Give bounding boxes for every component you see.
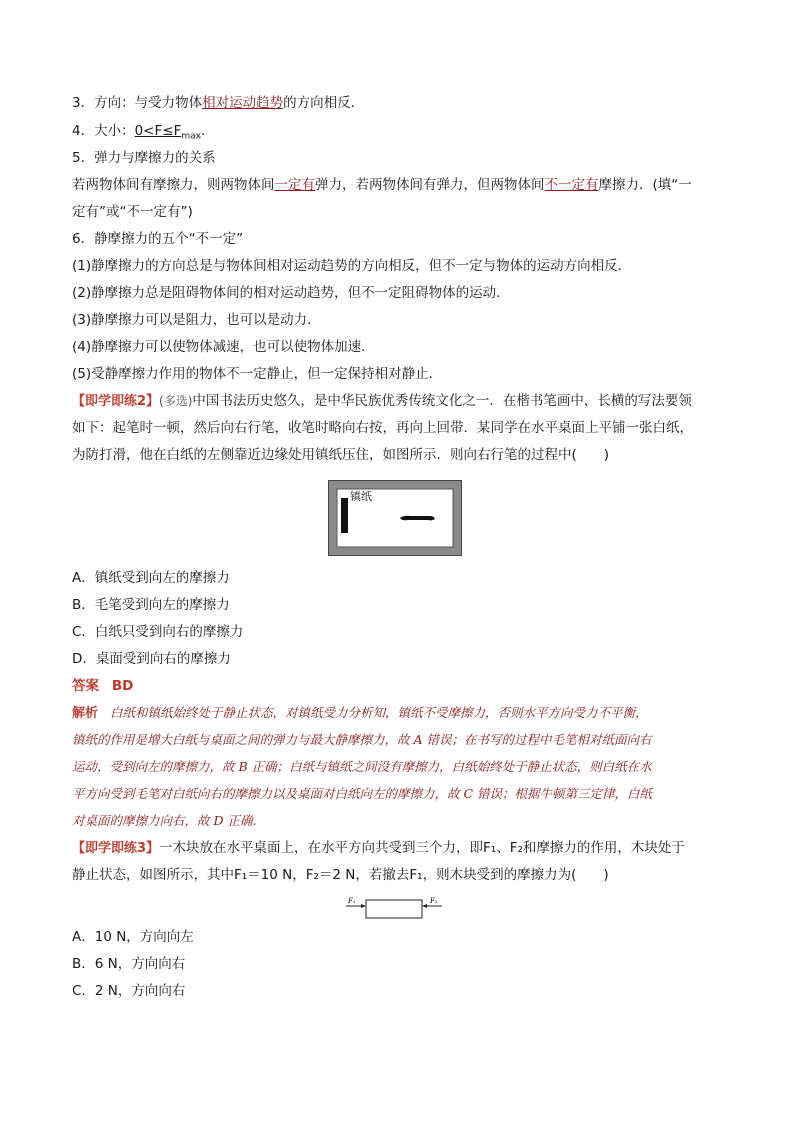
practice2-option-b: B．毛笔受到向左的摩擦力	[72, 597, 230, 613]
paperweight-bar	[341, 498, 348, 533]
section6-item-1: (1)静摩擦力的方向总是与物体间相对运动趋势的方向相反，但不一定与物体的运动方向相反．	[72, 258, 632, 274]
section6-item-3: (3)静摩擦力可以是阻力，也可以是动力．	[72, 312, 321, 328]
practice2-option-d: D．桌面受到向右的摩擦力	[72, 651, 231, 667]
answer-value: BD	[111, 678, 134, 694]
practice2-option-a: A．镇纸受到向左的摩擦力	[72, 570, 230, 586]
practice3-option-b: B．6 N，方向向右	[72, 956, 186, 972]
practice3-option-c: C．2 N，方向向右	[72, 983, 186, 999]
section4-suffix: .	[200, 123, 206, 139]
analysis-line-3: 运动，受到向左的摩擦力，故 B 正确；白纸与镇纸之间没有摩擦力，白纸始终处于静止状态，则白纸在水	[72, 759, 652, 774]
practice3-option-a: A．10 N，方向向左	[72, 929, 194, 945]
s5-blank2: 不一定有	[544, 177, 599, 193]
f1-label: F₁	[348, 897, 356, 905]
f2-label: F₂	[430, 897, 438, 905]
section5-heading: 5．弹力与摩擦力的关系	[72, 150, 216, 166]
practice3-line2: 静止状态，如图所示，其中F₁＝10 N，F₂＝2 N，若撤去F₁，则木块受到的摩擦力为( )	[72, 867, 609, 883]
practice2-line3: 为防打滑，他在白纸的左侧靠近边缘处用镇纸压住，如图所示．则向右行笔的过程中( )	[72, 447, 610, 463]
analysis-text-1: 白纸和镇纸始终处于静止状态，对镇纸受力分析知，镇纸不受摩擦力，否则水平方向受力不平衡，	[109, 705, 648, 720]
practice2-line1	[72, 391, 692, 412]
practice3-tag: 【即学即练3】	[72, 841, 160, 856]
practice2-tag: 【即学即练2】	[72, 394, 160, 409]
paperweight-figure	[328, 480, 462, 556]
f1-arrowhead	[361, 904, 366, 908]
block-forces-figure	[344, 895, 444, 921]
analysis-line-4: 平方向受到毛笔对白纸向右的摩擦力以及桌面对白纸向左的摩擦力，故 C 错误；根据牛顿第三定律，白纸	[72, 786, 653, 801]
practice3-text-1: 一木块放在水平桌面上，在水平方向共受到三个力，即F₁、F₂和摩擦力的作用，木块处于	[159, 840, 685, 856]
section6-item-4: (4)静摩擦力可以使物体减速，也可以使物体加速．	[72, 339, 375, 355]
s5-text-a: 若两物体间有摩擦力，则两物体间	[72, 177, 275, 193]
answer-label: 答案	[72, 678, 99, 694]
section5-line2: 定有”或“不一定有”)	[72, 204, 193, 220]
section6-item-2: (2)静摩擦力总是阻碍物体间的相对运动趋势，但不一定阻碍物体的运动．	[72, 285, 510, 301]
s5-text-b: 弹力，若两物体间有弹力，但两物体间	[315, 177, 545, 193]
f2-arrowhead	[422, 904, 427, 908]
analysis-label: 解析	[72, 706, 99, 721]
analysis-line-2: 镇纸的作用是增大白纸与桌面之间的弹力与最大静摩擦力，故 A 错误；在书写的过程中毛笔相对纸面向右	[72, 732, 652, 747]
section3-line	[72, 93, 364, 113]
section6-heading: 6．静摩擦力的五个“不一定”	[72, 231, 244, 247]
analysis-line-1	[72, 703, 647, 724]
analysis-line-5: 对桌面的摩擦力向右，故 D 正确.	[72, 813, 257, 828]
practice2-text-1: 中国书法历史悠久，是中华民族优秀传统文化之一．在楷书笔画中，长横的写法要领	[192, 393, 692, 409]
section6-item-5: (5)受静摩擦力作用的物体不一定静止，但一定保持相对静止．	[72, 366, 443, 382]
multi-select-note: (多选)	[159, 394, 193, 408]
s5-blank1: 一定有	[274, 177, 315, 193]
section3-suffix: 的方向相反．	[283, 95, 365, 111]
practice2-option-c: C．白纸只受到向右的摩擦力	[72, 624, 244, 640]
section5-line1	[72, 175, 692, 195]
formula-main: 0<F≤F	[134, 123, 182, 139]
section3-answer: 相对运动趋势	[202, 95, 284, 111]
brush-stroke	[400, 516, 435, 521]
section4-line	[72, 121, 205, 147]
formula-subscript: max	[181, 131, 201, 142]
practice2-line2: 如下：起笔时一顿，然后向右行笔，收笔时略向右按，再向上回带．某同学在水平桌面上平铺一张白纸，	[72, 420, 693, 436]
practice3-line1	[72, 838, 685, 859]
s5-text-c: 摩擦力．(填“一	[598, 177, 692, 193]
section4-formula	[134, 123, 201, 142]
paperweight-label: 镇纸	[350, 490, 372, 503]
wooden-block	[366, 900, 422, 918]
section3-prefix: 3．方向：与受力物体	[72, 95, 203, 111]
section4-prefix: 4．大小：	[72, 123, 135, 139]
practice2-answer	[72, 676, 133, 696]
